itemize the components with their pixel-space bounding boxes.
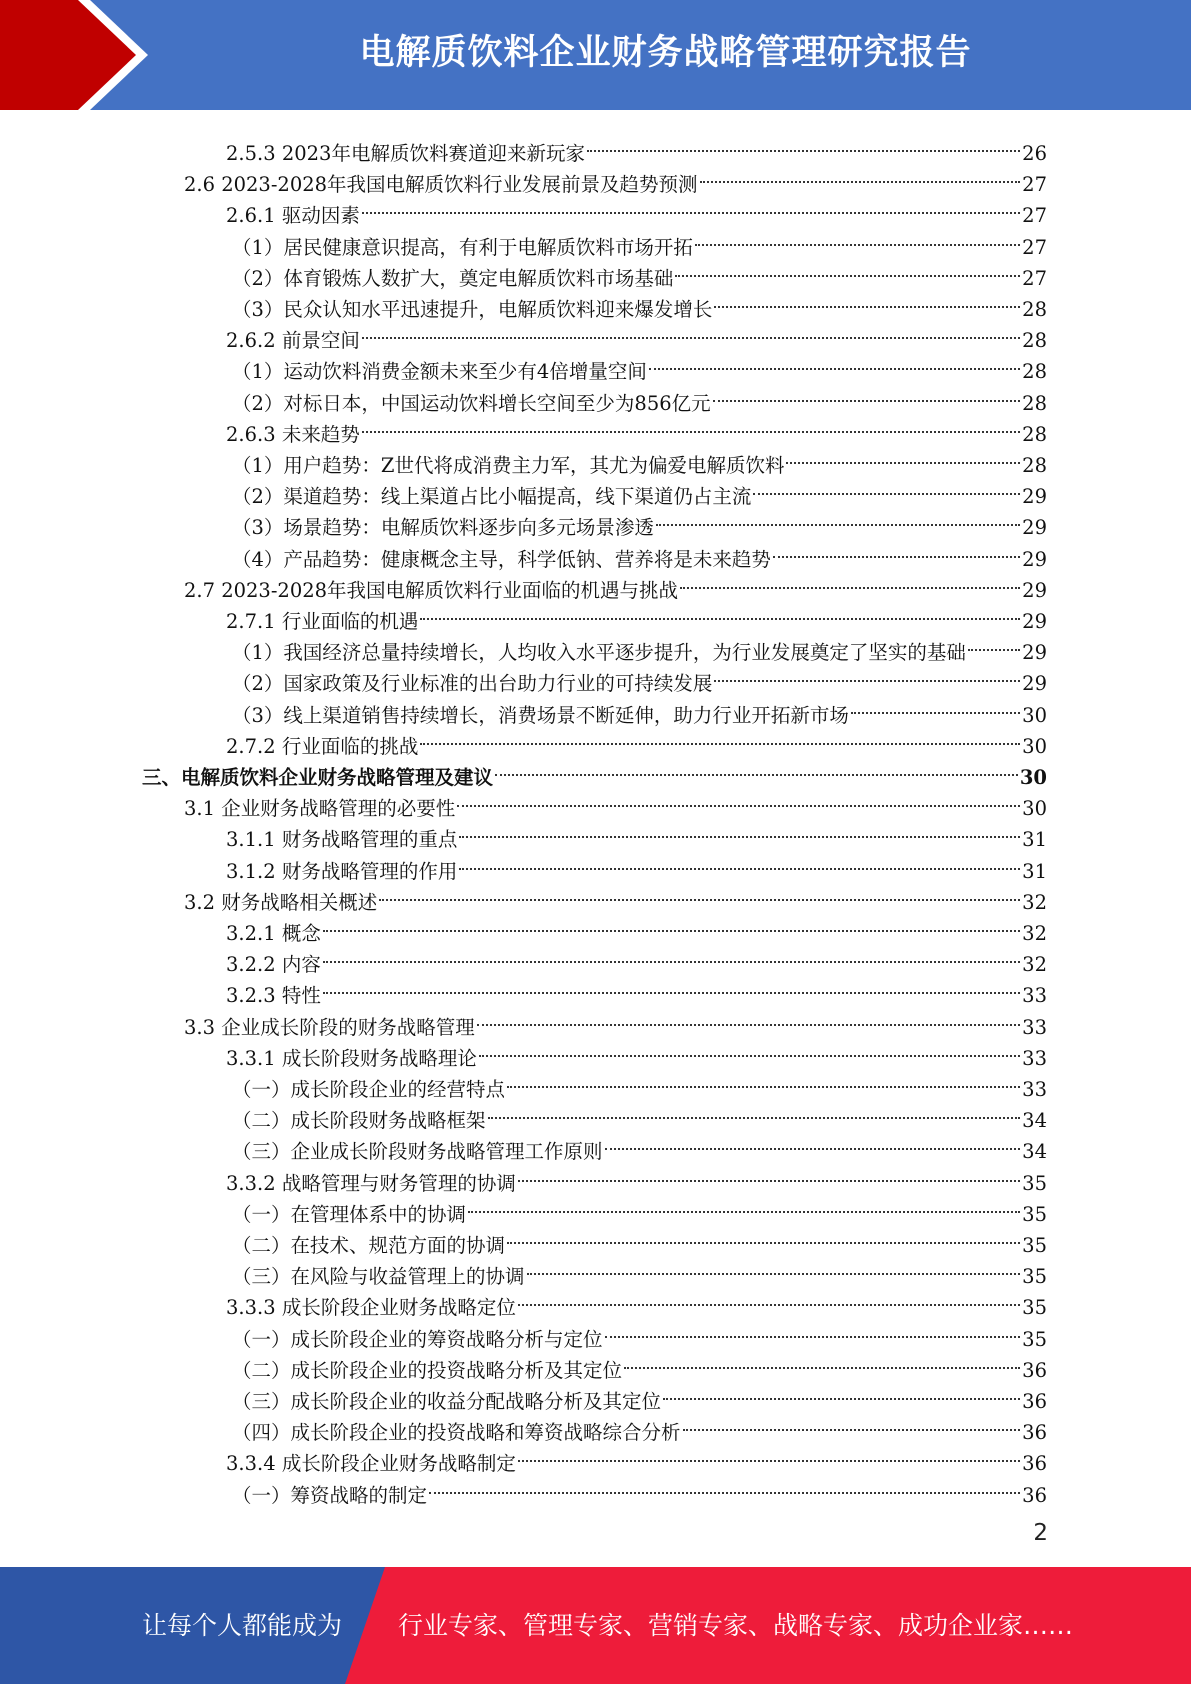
toc-entry-page: 34 [1022, 1140, 1047, 1164]
toc-entry-title: （一）在管理体系中的协调 [232, 1202, 467, 1226]
toc-leader-dots [714, 649, 1020, 682]
toc-entry-title: （一）成长阶段企业的经营特点 [232, 1078, 506, 1101]
toc-entry-title: （2）渠道趋势：线上渠道占比小幅提高，线下渠道仍占主流 [232, 485, 752, 509]
toc-entry-page: 35 [1022, 1265, 1047, 1289]
toc-leader-dots [656, 493, 1020, 526]
toc-entry-title: （1）用户趋势：Z世代将成消费主力军，其尤为偏爱电解质饮料 [232, 454, 785, 477]
toc-entry-page: 28 [1022, 360, 1047, 384]
toc-leader-dots [495, 743, 1018, 776]
toc-entry-title: 3.2.2 内容 [226, 953, 321, 977]
toc-leader-dots [605, 1117, 1021, 1150]
toc-entry-title: （2）体育锻炼人数扩大，奠定电解质饮料市场基础 [232, 266, 674, 290]
toc-leader-dots [683, 1398, 1021, 1431]
toc-entry-title: （2）国家政策及行业标准的出台助力行业的可持续发展 [232, 672, 713, 696]
toc-entry-page: 30 [1022, 703, 1047, 727]
toc-entry-page: 30 [1022, 734, 1047, 758]
toc-entry-title: 三、电解质饮料企业财务战略管理及建议 [142, 766, 494, 789]
toc-entry-page: 36 [1022, 1390, 1047, 1413]
toc-entry-page: 29 [1022, 578, 1047, 602]
toc-leader-dots [786, 431, 1020, 464]
toc-entry-page: 29 [1022, 516, 1047, 540]
toc-entry-page: 29 [1022, 610, 1047, 633]
toc-entry-page: 26 [1022, 142, 1047, 165]
page-number: 2 [1033, 1520, 1048, 1546]
toc-entry-title: 3.3.1 成长阶段财务战略理论 [226, 1046, 477, 1070]
toc-entry-page: 33 [1022, 1015, 1047, 1039]
toc-entry-page: 33 [1022, 1046, 1047, 1070]
toc-entry-page: 35 [1022, 1327, 1047, 1351]
toc-leader-dots [714, 275, 1020, 308]
toc-leader-dots [457, 774, 1020, 807]
toc-leader-dots [773, 525, 1020, 558]
report-header [0, 0, 1191, 110]
toc-leader-dots [700, 150, 1021, 183]
toc-leader-dots [323, 930, 1020, 963]
toc-leader-dots [695, 213, 1020, 246]
toc-leader-dots [477, 993, 1020, 1026]
toc-entry-title: （4）产品趋势：健康概念主导，科学低钠、营养将是未来趋势 [232, 547, 771, 571]
toc-entry-title: 3.3 企业成长阶段的财务战略管理 [184, 1015, 475, 1039]
toc-leader-dots [468, 1180, 1020, 1213]
toc-leader-dots [587, 119, 1020, 152]
toc-entry-title: 3.2 财务战略相关概述 [184, 890, 378, 914]
toc-entry-page: 33 [1022, 1078, 1047, 1101]
toc-entry-title: 3.3.3 成长阶段企业财务战略定位 [226, 1296, 516, 1320]
toc-entry-page: 36 [1022, 1358, 1047, 1382]
toc-entry[interactable] [232, 1469, 1047, 1507]
toc-entry-page: 32 [1022, 922, 1047, 945]
toc-leader-dots [488, 1086, 1021, 1119]
toc-entry-page: 30 [1022, 797, 1047, 821]
toc-entry-page: 36 [1022, 1452, 1047, 1476]
toc-entry-title: （3）场景趋势：电解质饮料逐步向多元场景渗透 [232, 516, 654, 540]
toc-entry-title: 3.1 企业财务战略管理的必要性 [184, 797, 456, 821]
toc-entry-title: （二）成长阶段企业的投资战略分析及其定位 [232, 1358, 623, 1382]
toc-entry-title: （3）民众认知水平迅速提升，电解质饮料迎来爆发增长 [232, 298, 713, 321]
toc-entry-page: 28 [1022, 391, 1047, 415]
toc-entry-title: （四）成长阶段企业的投资战略和筹资战略综合分析 [232, 1421, 681, 1445]
toc-leader-dots [649, 337, 1020, 370]
toc-entry-title: 2.7.1 行业面临的机遇 [226, 610, 419, 633]
toc-entry-title: 3.1.1 财务战略管理的重点 [226, 828, 458, 852]
toc-leader-dots [675, 244, 1020, 277]
toc-entry-title: 2.6.3 未来趋势 [226, 422, 360, 446]
toc-entry-title: （二）成长阶段财务战略框架 [232, 1109, 486, 1133]
toc-entry-title: 2.7 2023-2028年我国电解质饮料行业面临的机遇与挑战 [184, 578, 679, 602]
toc-entry-page: 35 [1022, 1171, 1047, 1195]
toc-entry-page: 35 [1022, 1296, 1047, 1320]
toc-entry-page: 27 [1022, 173, 1047, 197]
toc-entry-title: （二）在技术、规范方面的协调 [232, 1234, 506, 1257]
toc-entry-title: （三）在风险与收益管理上的协调 [232, 1265, 525, 1289]
toc-leader-dots [507, 1211, 1020, 1244]
toc-entry-title: 3.1.2 财务战略管理的作用 [226, 859, 458, 883]
toc-leader-dots [605, 1305, 1021, 1338]
toc-leader-dots [459, 805, 1020, 838]
toc-leader-dots [680, 556, 1020, 589]
toc-entry-page: 31 [1022, 859, 1047, 883]
toc-entry-page: 28 [1022, 298, 1047, 321]
toc-leader-dots [968, 618, 1020, 651]
toc-entry-title: 3.3.2 战略管理与财务管理的协调 [226, 1171, 516, 1195]
toc-entry-title: （1）居民健康意识提高，有利于电解质饮料市场开拓 [232, 235, 693, 259]
toc-leader-dots [379, 868, 1020, 901]
toc-leader-dots [851, 681, 1020, 714]
toc-leader-dots [518, 1273, 1020, 1306]
toc-entry-title: 3.2.3 特性 [226, 984, 321, 1008]
toc-leader-dots [624, 1336, 1020, 1369]
toc-leader-dots [323, 899, 1020, 932]
toc-entry-title: （1）运动饮料消费金额未来至少有4倍增量空间 [232, 360, 647, 384]
toc-entry-page: 32 [1022, 953, 1047, 977]
toc-entry-title: 3.3.4 成长阶段企业财务战略制定 [226, 1452, 516, 1476]
toc-leader-dots [753, 462, 1020, 495]
toc-entry-page: 29 [1022, 485, 1047, 509]
toc-entry-page: 36 [1022, 1421, 1047, 1445]
toc-entry-title: 2.6 2023-2028年我国电解质饮料行业发展前景及趋势预测 [184, 173, 698, 197]
toc-leader-dots [362, 306, 1020, 339]
toc-leader-dots [518, 1149, 1020, 1182]
toc-entry-title: 2.5.3 2023年电解质饮料赛道迎来新玩家 [226, 142, 585, 165]
toc-leader-dots [507, 1055, 1020, 1088]
toc-entry-title: 2.6.2 前景空间 [226, 329, 360, 353]
toc-entry-page: 34 [1022, 1109, 1047, 1133]
toc-entry-page: 35 [1022, 1202, 1047, 1226]
toc-entry-page: 28 [1022, 422, 1047, 446]
toc-entry-title: （一）筹资战略的制定 [232, 1483, 428, 1507]
toc-entry-page: 27 [1022, 204, 1047, 228]
toc-entry-page: 36 [1022, 1483, 1047, 1507]
toc-leader-dots [479, 1024, 1020, 1057]
toc-leader-dots [663, 1367, 1020, 1400]
toc-leader-dots [362, 181, 1020, 214]
footer-slogan-right: 行业专家、管理专家、营销专家、战略专家、成功企业家…… [398, 1611, 1074, 1640]
toc-entry-page: 35 [1022, 1234, 1047, 1257]
toc-leader-dots [527, 1242, 1021, 1275]
toc-leader-dots [323, 961, 1020, 994]
toc-entry-page: 30 [1019, 766, 1047, 789]
toc-entry-title: （2）对标日本，中国运动饮料增长空间至少为856亿元 [232, 391, 711, 415]
toc-entry-title: （三）成长阶段企业的收益分配战略分析及其定位 [232, 1390, 662, 1413]
footer-slogan-left: 让每个人都能成为 [142, 1611, 343, 1640]
toc-leader-dots [518, 1429, 1020, 1462]
toc-entry-page: 27 [1022, 266, 1047, 290]
toc-entry-title: 3.2.1 概念 [226, 922, 321, 945]
toc-entry-title: （1）我国经济总量持续增长，人均收入水平逐步提升，为行业发展奠定了坚实的基础 [232, 641, 966, 665]
footer-banner [0, 1567, 1191, 1684]
toc-entry-title: （一）成长阶段企业的筹资战略分析与定位 [232, 1327, 603, 1351]
toc-leader-dots [429, 1461, 1020, 1494]
toc-entry-title: 2.7.2 行业面临的挑战 [226, 734, 419, 758]
toc-entry-page: 27 [1022, 235, 1047, 259]
toc-entry[interactable] [226, 595, 1047, 633]
toc-entry-page: 31 [1022, 828, 1047, 852]
toc-entry-page: 28 [1022, 454, 1047, 477]
toc-leader-dots [362, 400, 1020, 433]
toc-leader-dots [459, 837, 1020, 870]
toc-entry-title: （三）企业成长阶段财务战略管理工作原则 [232, 1140, 603, 1164]
report-title: 电解质饮料企业财务战略管理研究报告 [359, 33, 972, 73]
toc-entry-page: 33 [1022, 984, 1047, 1008]
toc-leader-dots [713, 369, 1021, 402]
toc-leader-dots [420, 587, 1020, 620]
toc-entry-page: 29 [1022, 672, 1047, 696]
toc-entry-title: 2.6.1 驱动因素 [226, 204, 360, 228]
toc-entry-page: 29 [1022, 547, 1047, 571]
toc-entry-title: （3）线上渠道销售持续增长，消费场景不断延伸，助力行业开拓新市场 [232, 703, 849, 727]
toc-entry-page: 28 [1022, 329, 1047, 353]
toc-leader-dots [420, 712, 1020, 745]
toc-entry-page: 29 [1022, 641, 1047, 665]
toc-entry-page: 32 [1022, 890, 1047, 914]
